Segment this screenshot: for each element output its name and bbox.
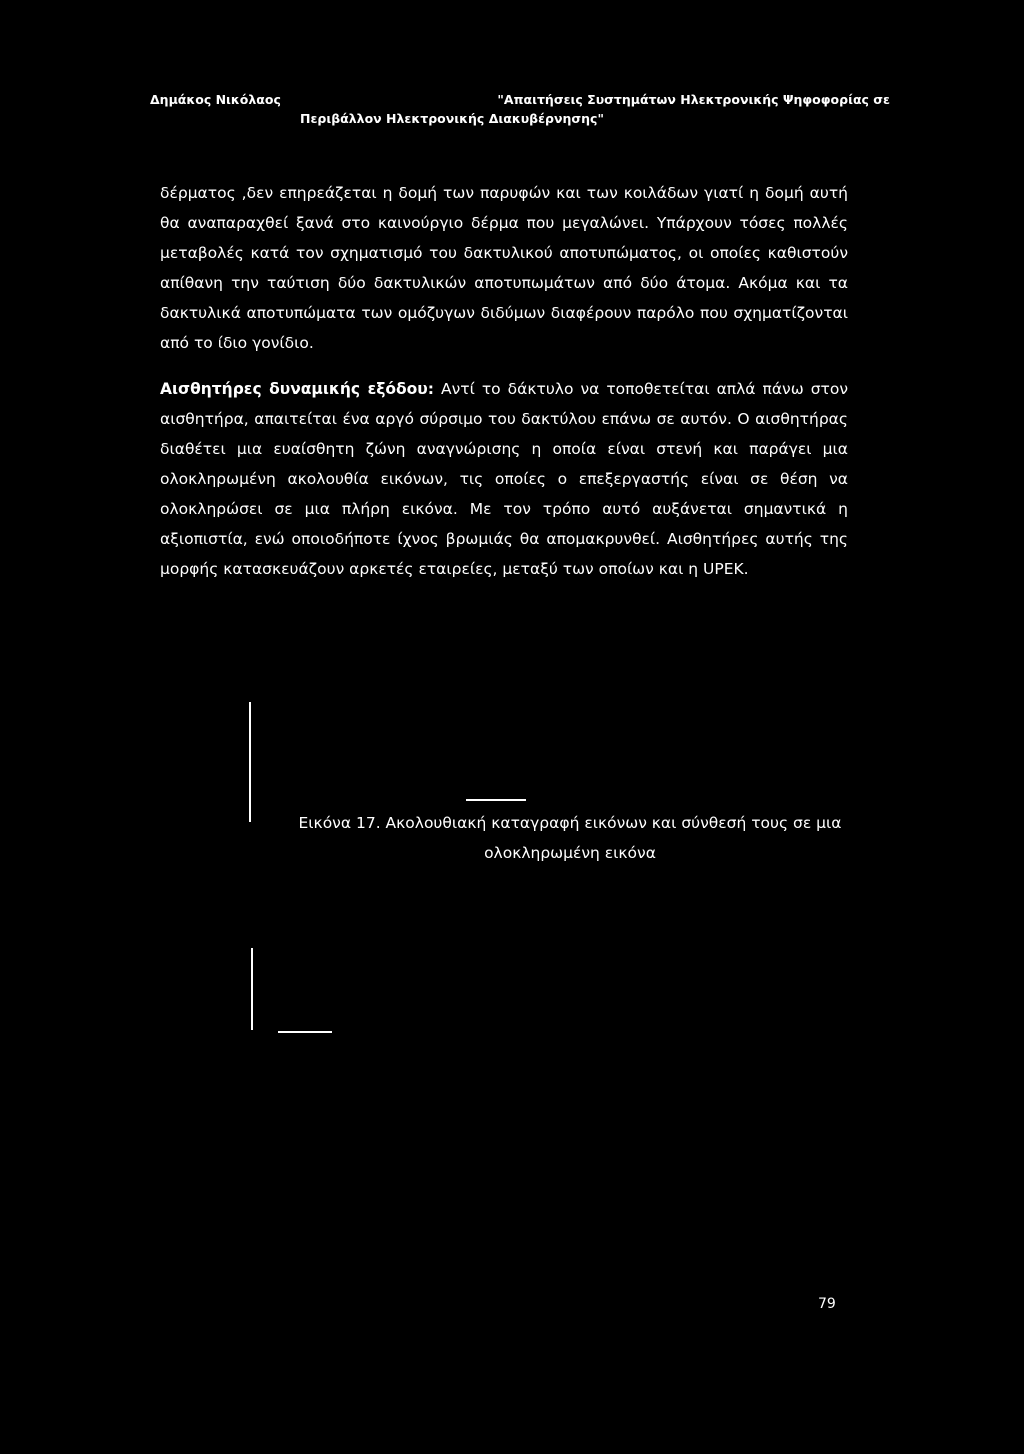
- paragraph-fingerprint-uniqueness: δέρματος ,δεν επηρεάζεται η δομή των παρυφών και των κοιλάδων γιατί η δομή αυτή θα αναπαραχθεί ξανά στο καινούργιο δέρμα που μεγαλώνει. Υπάρχουν τόσες πολλές μεταβολές κατά τον σχηματισμό του δακτυλικού αποτυπώματος, οι οποίες καθιστούν απίθανη την ταύτιση δύο δακτυλικών αποτυπωμάτων από δύο άτομα. Ακόμα και τα δακτυλικά αποτυπώματα των ομόζυγων διδύμων διαφέρουν παρόλο που σχηματίζονται από το ίδιο γονίδιο.: [160, 184, 848, 352]
- running-header: [150, 90, 890, 128]
- caption-line1: Εικόνα 17. Ακολουθιακή καταγραφή εικόνων και σύνθεσή τους σε μια: [298, 814, 842, 832]
- caption-line2: ολοκληρωμένη εικόνα: [484, 844, 656, 862]
- paragraph-dynamic-sensors-text: Αντί το δάκτυλο να τοποθετείται απλά πάνω στον αισθητήρα, απαιτείται ένα αργό σύρσιμο του δακτύλου επάνω σε αυτόν. Ο αισθητήρας διαθέτει μια ευαίσθητη ζώνη αναγνώρισης η οποία είναι στενή και παράγει μια ολοκληρωμένη ακολουθία εικόνων, τις οποίες ο επεξεργαστής είναι σε θέση να ολοκληρώσει σε μια πλήρη εικόνα. Με τον τρόπο αυτό αυξάνεται σημαντικά η αξιοπιστία, ενώ οποιοδήποτε ίχνος βρωμιάς θα απομακρυνθεί. Αισθητήρες αυτής της μορφής κατασκευάζουν αρκετές εταιρείες, μεταξύ των οποίων και η UPEK.: [160, 380, 848, 578]
- header-title-line2: Περιβάλλον Ηλεκτρονικής Διακυβέρνησης": [300, 111, 604, 126]
- figure-bracket-lower: [230, 940, 350, 1050]
- term-dynamic-output-sensors: Αισθητήρες δυναμικής εξόδου:: [160, 380, 434, 398]
- page-number: 79: [818, 1296, 836, 1312]
- paragraph-dynamic-sensors: [160, 374, 848, 584]
- header-title-line1: "Απαιτήσεις Συστημάτων Ηλεκτρονικής Ψηφοφορίας σε: [497, 92, 890, 107]
- header-author: Δημάκος Νικόλαος: [150, 92, 281, 107]
- figure-caption: [160, 808, 980, 868]
